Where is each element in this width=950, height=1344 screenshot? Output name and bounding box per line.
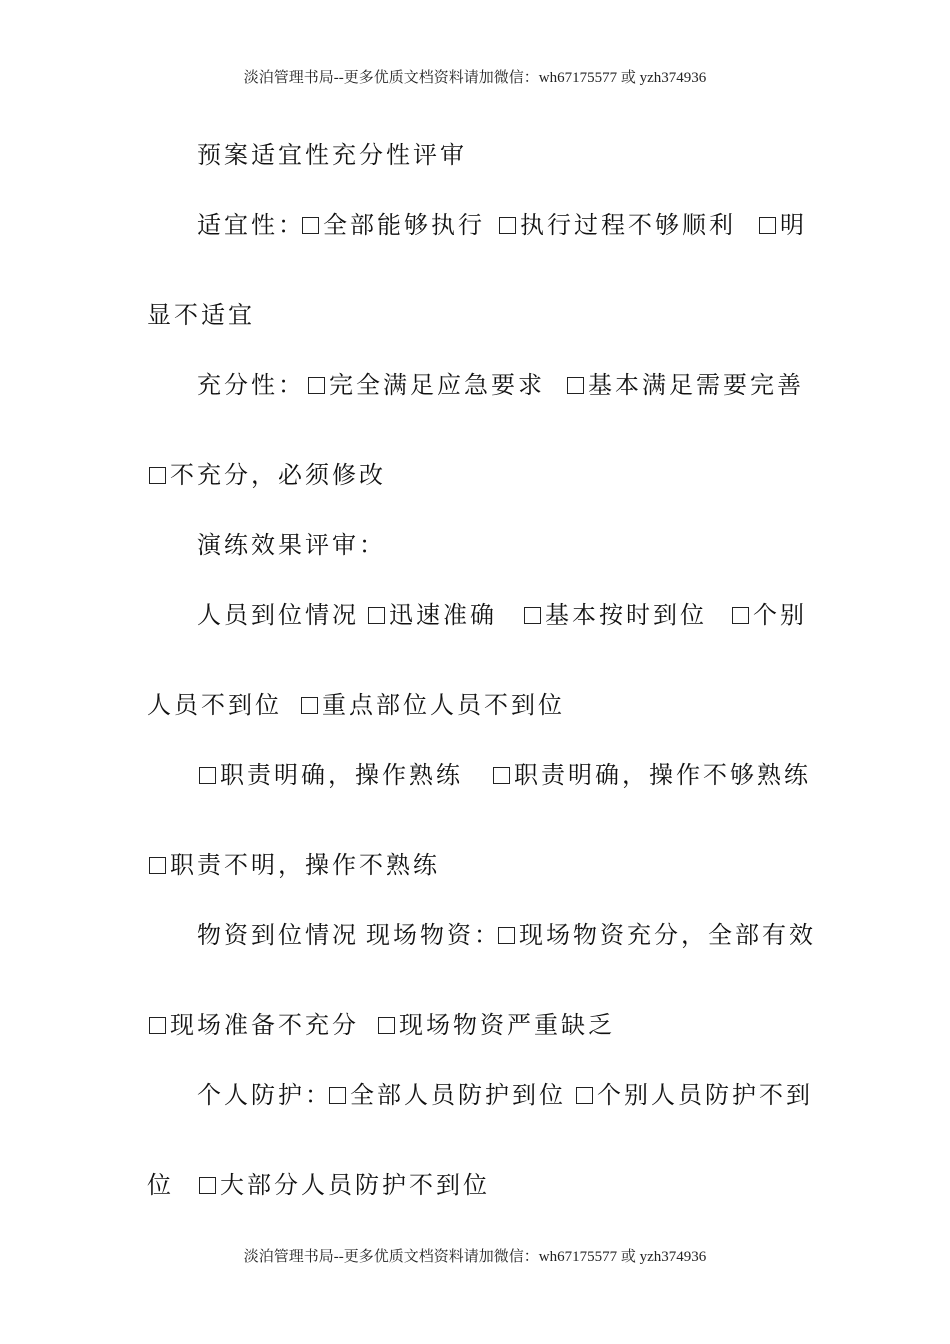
personnel-option-3[interactable]: 个别	[730, 595, 807, 630]
protection-label: 个人防护：	[197, 1081, 332, 1109]
doc-title: 预案适宜性充分性评审	[197, 141, 467, 169]
checkbox-icon[interactable]	[199, 767, 216, 784]
checkbox-icon[interactable]	[149, 857, 166, 874]
checkbox-icon[interactable]	[301, 697, 318, 714]
checkbox-icon[interactable]	[308, 377, 325, 394]
suitability-label: 适宜性：	[197, 211, 305, 239]
suitability-option-2[interactable]: 执行过程不够顺利	[497, 205, 736, 240]
materials-label: 物资到位情况	[197, 921, 359, 949]
materials-sublabel: 现场物资：	[366, 921, 501, 949]
drill-label: 演练效果评审：	[197, 531, 386, 559]
suitability-option-3[interactable]: 明	[757, 205, 807, 240]
checkbox-icon[interactable]	[576, 1087, 593, 1104]
duty-option-3[interactable]: 职责不明，操作不熟练	[147, 845, 440, 880]
suitability-line-cont	[0, 295, 950, 335]
checkbox-icon[interactable]	[329, 1087, 346, 1104]
personnel-option-3-cont: 人员不到位	[147, 691, 282, 719]
materials-line	[0, 915, 950, 955]
personnel-option-2[interactable]: 基本按时到位	[522, 595, 707, 630]
materials-option-2[interactable]: 现场准备不充分	[147, 1005, 359, 1040]
materials-line-2	[0, 1005, 950, 1045]
personnel-label: 人员到位情况	[197, 601, 359, 629]
suitability-option-1[interactable]: 全部能够执行	[300, 205, 485, 240]
protection-line-2	[0, 1165, 950, 1205]
duty-line-2	[0, 845, 950, 885]
page-footer: 淡泊管理书局--更多优质文档资料请加微信：wh67175577 或 yzh374936	[243, 1249, 707, 1265]
doc-title-line	[0, 135, 950, 175]
protection-option-2[interactable]: 个别人员防护不到	[574, 1075, 813, 1110]
adequacy-option-1[interactable]: 完全满足应急要求	[306, 365, 545, 400]
checkbox-icon[interactable]	[493, 767, 510, 784]
materials-option-1[interactable]: 现场物资充分，全部有效	[496, 915, 816, 950]
checkbox-icon[interactable]	[498, 927, 515, 944]
personnel-option-4[interactable]: 重点部位人员不到位	[299, 685, 565, 720]
checkbox-icon[interactable]	[499, 217, 516, 234]
personnel-line	[0, 595, 950, 635]
checkbox-icon[interactable]	[302, 217, 319, 234]
duty-option-1[interactable]: 职责明确，操作熟练	[197, 755, 463, 790]
checkbox-icon[interactable]	[368, 607, 385, 624]
page-header: 淡泊管理书局--更多优质文档资料请加微信：wh67175577 或 yzh374936	[243, 70, 707, 86]
checkbox-icon[interactable]	[524, 607, 541, 624]
drill-line	[0, 525, 950, 565]
checkbox-icon[interactable]	[567, 377, 584, 394]
personnel-line-2	[0, 685, 950, 725]
materials-option-3[interactable]: 现场物资严重缺乏	[376, 1005, 615, 1040]
protection-line	[0, 1075, 950, 1115]
adequacy-label: 充分性：	[197, 371, 305, 399]
protection-option-1[interactable]: 全部人员防护到位	[327, 1075, 566, 1110]
duty-line	[0, 755, 950, 795]
checkbox-icon[interactable]	[149, 1017, 166, 1034]
adequacy-option-2[interactable]: 基本满足需要完善	[565, 365, 804, 400]
checkbox-icon[interactable]	[149, 467, 166, 484]
protection-option-3[interactable]: 大部分人员防护不到位	[197, 1165, 490, 1200]
checkbox-icon[interactable]	[199, 1177, 216, 1194]
protection-option-2-cont: 位	[147, 1171, 174, 1199]
adequacy-line	[0, 365, 950, 405]
adequacy-line-2	[0, 455, 950, 495]
suitability-option-3-cont: 显不适宜	[147, 301, 255, 329]
adequacy-option-3[interactable]: 不充分，必须修改	[147, 455, 386, 490]
checkbox-icon[interactable]	[732, 607, 749, 624]
duty-option-2[interactable]: 职责明确，操作不够熟练	[491, 755, 811, 790]
personnel-option-1[interactable]: 迅速准确	[366, 595, 497, 630]
checkbox-icon[interactable]	[378, 1017, 395, 1034]
suitability-line	[0, 205, 950, 245]
checkbox-icon[interactable]	[759, 217, 776, 234]
